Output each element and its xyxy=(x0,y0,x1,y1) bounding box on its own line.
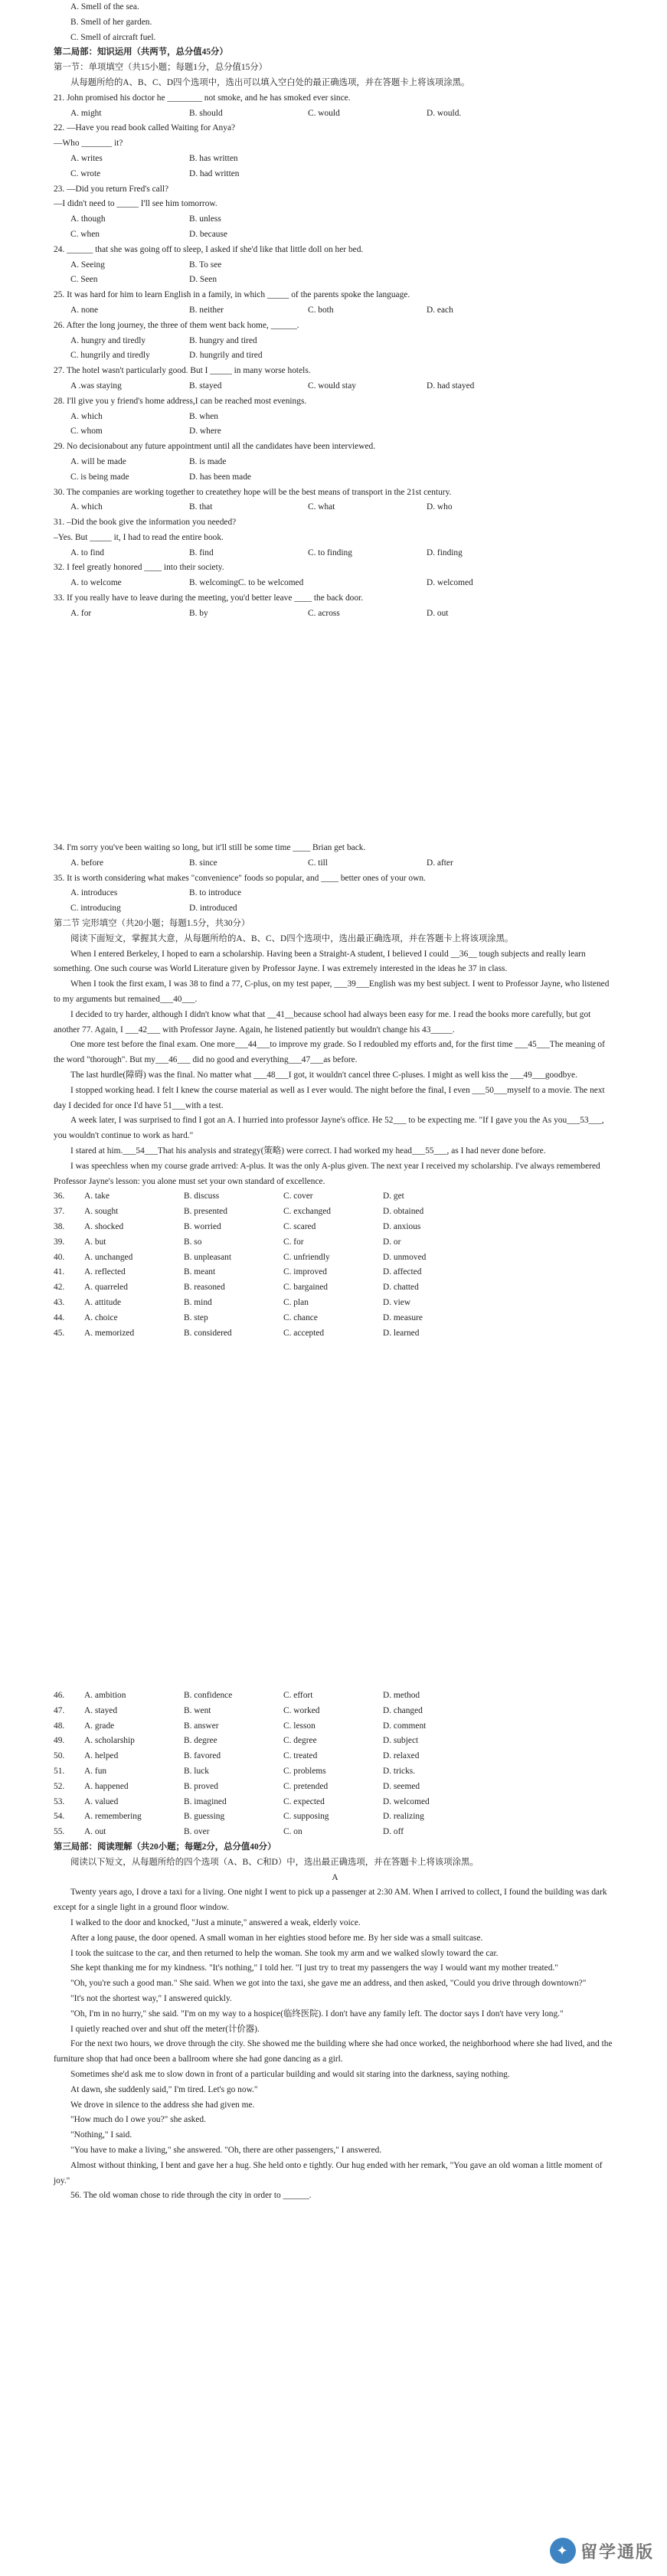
site-watermark xyxy=(544,2533,659,2568)
reading-paragraph: "You have to make a living," she answered. "Oh, there are other passengers," I answered. xyxy=(70,2145,382,2155)
cloze-option-row xyxy=(54,1795,616,1810)
option-text: A. quarreled xyxy=(84,1283,128,1293)
cloze-options-36-45 xyxy=(54,1189,616,1341)
question-26: 26. After the long journey, the three of them went back home, ______. xyxy=(54,320,299,330)
options-21: A. might B. should C. would D. would. xyxy=(70,108,462,118)
option-text: D. welcomed xyxy=(383,1796,430,1806)
option-text: C. accepted xyxy=(283,1328,325,1338)
option-text: D. relaxed xyxy=(383,1751,420,1761)
option-text: C. worked xyxy=(283,1705,320,1715)
option-text: D. affected xyxy=(383,1267,422,1277)
cloze-option-row xyxy=(54,1688,616,1704)
options-22b: C. wrote D. had written xyxy=(70,168,240,178)
cloze-option-row xyxy=(54,1326,616,1342)
option-text: D. get xyxy=(383,1192,404,1201)
options-35a: A. introduces B. to introduce xyxy=(70,888,242,898)
option-text: D. obtained xyxy=(383,1207,424,1217)
question-number: 50. xyxy=(54,1751,65,1761)
cloze-option-row xyxy=(54,1780,616,1795)
options-24a: A. Seeing B. To see xyxy=(70,260,222,270)
watermark-text: 留学通版 xyxy=(580,2542,654,2562)
option-text: B. over xyxy=(184,1827,210,1837)
question-56: 56. The old woman chose to ride through the city in order to ______. xyxy=(70,2191,312,2201)
question-27: 27. The hotel wasn't particularly good. But I _____ in many worse hotels. xyxy=(54,366,311,376)
question-34: 34. I'm sorry you've been waiting so long, but it'll still be some time ____ Brian get back. xyxy=(54,843,366,852)
question-28: 28. I'll give you y friend's home address,I can be reached most evenings. xyxy=(54,396,307,406)
option-text: D. comment xyxy=(383,1721,427,1731)
question-number: 37. xyxy=(54,1207,65,1217)
cloze-option-row xyxy=(54,1719,616,1734)
question-number: 40. xyxy=(54,1252,65,1262)
cloze-paragraph-2: When I took the first exam, I was 38 to find a 77, C-plus, on my test paper, ___39___English was my best subject. I went to Professor Jayne, who listened to my arguments but remained___40___. xyxy=(54,979,610,1004)
option-text: A. reflected xyxy=(84,1267,126,1277)
options-32: A. to welcome B. welcomingC. to be welcomed D. welcomed xyxy=(70,578,473,588)
question-number: 42. xyxy=(54,1283,65,1293)
question-number: 52. xyxy=(54,1781,65,1791)
question-31: 31. –Did the book give the information you needed? xyxy=(54,518,237,528)
option-text: B. worried xyxy=(184,1221,221,1231)
question-31-b: –Yes. But _____ it, I had to read the entire book. xyxy=(54,532,224,542)
reading-paragraph: We drove in silence to the address she had given me. xyxy=(70,2100,255,2110)
option-text: A. unchanged xyxy=(84,1252,133,1262)
option-text: D. subject xyxy=(383,1736,419,1746)
cloze-option-row xyxy=(54,1189,616,1205)
option-text: C. effort xyxy=(283,1691,313,1700)
question-number: 39. xyxy=(54,1237,65,1247)
option-text: C. unfriendly xyxy=(283,1252,330,1262)
question-number: 41. xyxy=(54,1267,65,1277)
option-text: A. happened xyxy=(84,1781,129,1791)
question-23-b: —I didn't need to _____ I'll see him tomorrow. xyxy=(54,199,217,209)
option-text: D. or xyxy=(383,1237,401,1247)
option-text: B. imagined xyxy=(184,1796,227,1806)
question-30: 30. The companies are working together to createthey hope will be the best means of transport in the 21st century. xyxy=(54,487,452,497)
option-text: D. learned xyxy=(383,1328,420,1338)
option-text: B. favored xyxy=(184,1751,221,1761)
cloze-paragraph-9: I was speechless when my course grade arrived: A-plus. It was the only A-plus given. The next year I received my scholarship. I've always remembered Professor Jayne's lesson: you alone must set your own standard of excellence. xyxy=(54,1161,600,1186)
reading-paragraph: "How much do I owe you?" she asked. xyxy=(70,2115,206,2125)
option-text: A. ambition xyxy=(84,1691,126,1700)
option-text: C. exchanged xyxy=(283,1207,331,1217)
options-28a: A. which B. when xyxy=(70,411,218,421)
options-35b: C. introducing D. introduced xyxy=(70,904,237,914)
option-text: D. chatted xyxy=(383,1283,419,1293)
option-text: C. treated xyxy=(283,1751,318,1761)
option-text: A. shocked xyxy=(84,1221,124,1231)
cloze-option-row xyxy=(54,1825,616,1840)
options-34: A. before B. since C. till D. after xyxy=(70,858,453,868)
option-text: B. answer xyxy=(184,1721,219,1731)
options-31: A. to find B. find C. to finding D. finding xyxy=(70,548,463,557)
reading-paragraph: I walked to the door and knocked, "Just a minute," answered a weak, elderly voice. xyxy=(70,1917,361,1927)
option-text: B. confidence xyxy=(184,1691,233,1700)
question-22-b: —Who _______ it? xyxy=(54,139,123,149)
question-number: 48. xyxy=(54,1721,65,1731)
question-number: 45. xyxy=(54,1328,65,1338)
cloze-paragraph-5: The last hurdle(障碍) was the final. No matter what ___48___I got, it wouldn't cancel three C-pluses. I might as well kiss the ___49___goodbye. xyxy=(70,1070,577,1080)
option-text: D. measure xyxy=(383,1313,423,1322)
cloze-paragraph-8: I stared at him.___54___That his analysis and strategy(策略) were correct. I had worked my head___55___, as I had never done before. xyxy=(70,1146,546,1156)
option-line: B. Smell of her garden. xyxy=(70,17,152,27)
option-text: C. expected xyxy=(283,1796,325,1806)
option-text: C. cover xyxy=(283,1192,313,1201)
reading-paragraph: I quietly reached over and shut off the meter(计价器). xyxy=(70,2024,260,2034)
option-text: A. valued xyxy=(84,1796,119,1806)
reading-paragraph: For the next two hours, we drove through the city. She showed me the building where she had once worked, the neighborhood where she had lived, and the furniture shop that had once been a ballroom where she had gone dancing as a girl. xyxy=(54,2039,613,2064)
option-text: B. meant xyxy=(184,1267,216,1277)
cloze-paragraph-7: A week later, I was surprised to find I got an A. I hurried into professor Jayne's office. He 52___ to be expecting me. "If I gave you the As you___53___, you wouldn't continue to work as hard." xyxy=(54,1116,604,1141)
reading-paragraph: "It's not the shortest way," I answered quickly. xyxy=(70,1993,232,2003)
option-text: B. luck xyxy=(184,1766,209,1776)
option-line: A. Smell of the sea. xyxy=(70,2,139,11)
cloze-option-row xyxy=(54,1704,616,1719)
option-text: A. out xyxy=(84,1827,106,1837)
passage-letter: A xyxy=(332,1872,338,1882)
option-text: C. lesson xyxy=(283,1721,316,1731)
option-text: C. problems xyxy=(283,1766,326,1776)
option-text: A. scholarship xyxy=(84,1736,135,1746)
sec1-instructions: 从每题所给的A、B、C、D四个选项中，选出可以填入空白处的最正确选项，并在答题卡上将该项涂黑。 xyxy=(70,77,470,87)
options-27: A .was staying B. stayed C. would stay D. had stayed xyxy=(70,381,475,391)
option-text: D. unmoved xyxy=(383,1252,427,1262)
reading-paragraph: At dawn, she suddenly said," I'm tired. Let's go now." xyxy=(70,2084,258,2094)
options-30: A. which B. that C. what D. who xyxy=(70,502,453,512)
cloze-option-row xyxy=(54,1749,616,1764)
reading-paragraph: After a long pause, the door opened. A small woman in her eighties stood before me. By her side was a small suitcase. xyxy=(70,1933,483,1943)
options-23a: A. though B. unless xyxy=(70,214,221,224)
option-text: A. stayed xyxy=(84,1705,118,1715)
option-text: B. degree xyxy=(184,1736,217,1746)
question-number: 54. xyxy=(54,1812,65,1822)
watermark-logo-icon: ✦ xyxy=(550,2538,576,2564)
option-text: B. step xyxy=(184,1313,208,1322)
question-number: 55. xyxy=(54,1827,65,1837)
options-23b: C. when D. because xyxy=(70,229,227,239)
cloze-option-row xyxy=(54,1250,616,1266)
reading-paragraph: "Oh, I'm in no hurry," she said. "I'm on my way to a hospice(临终医院). I don't have any family left. The doctor says I don't have very long." xyxy=(70,2009,564,2019)
options-26a: A. hungry and tiredly B. hungry and tired xyxy=(70,335,257,345)
reading-paragraph: Almost without thinking, I bent and gave her a hug. She held onto e tightly. Our hug ended with her remark, "You gave an old woman a little moment of joy." xyxy=(54,2160,603,2185)
option-text: B. reasoned xyxy=(184,1283,225,1293)
option-text: C. for xyxy=(283,1237,304,1247)
question-number: 51. xyxy=(54,1766,65,1776)
option-text: C. supposing xyxy=(283,1812,329,1822)
question-21: 21. John promised his doctor he ________ not smoke, and he has smoked ever since. xyxy=(54,93,351,103)
options-33: A. for B. by C. across D. out xyxy=(70,608,449,618)
part2-heading: 第二局部：知识运用（共两节，总分值45分） xyxy=(54,47,228,57)
option-text: D. tricks. xyxy=(383,1766,416,1776)
option-text: B. unpleasant xyxy=(184,1252,232,1262)
option-text: B. considered xyxy=(184,1328,232,1338)
options-26b: C. hungrily and tiredly D. hungrily and tired xyxy=(70,351,263,361)
option-text: C. scared xyxy=(283,1221,316,1231)
option-text: A. attitude xyxy=(84,1297,122,1307)
question-number: 36. xyxy=(54,1192,65,1201)
options-24b: C. Seen D. Seen xyxy=(70,275,217,285)
options-25: A. none B. neither C. both D. each xyxy=(70,305,453,315)
cloze-paragraph-6: I stopped working head. I felt I knew the course material as well as I ever would. The night before the final, I even ___50___myself to a movie. The next day I decided for once I'd have 51___with a test. xyxy=(54,1085,605,1110)
option-text: C. on xyxy=(283,1827,302,1837)
options-29b: C. is being made D. has been made xyxy=(70,472,251,482)
option-text: A. helped xyxy=(84,1751,119,1761)
question-35: 35. It is worth considering what makes "convenience" foods so popular, and ____ better ones of your own. xyxy=(54,873,426,883)
reading-paragraph: Sometimes she'd ask me to slow down in front of a particular building and would sit staring into the darkness, saying nothing. xyxy=(70,2069,510,2079)
question-number: 43. xyxy=(54,1297,65,1307)
cloze-option-row xyxy=(54,1265,616,1280)
cloze-option-row xyxy=(54,1809,616,1825)
reading-paragraph: "Nothing," I said. xyxy=(70,2130,132,2140)
page-1 xyxy=(54,0,616,622)
page-2 xyxy=(54,841,616,1341)
cloze-option-row xyxy=(54,1296,616,1311)
option-text: A. choice xyxy=(84,1313,118,1322)
option-text: A. take xyxy=(84,1192,110,1201)
option-text: B. proved xyxy=(184,1781,218,1791)
cloze-paragraph-4: One more test before the final exam. One more___44___to improve my grade. So I redoubled my efforts and, for the first time ___45___The meaning of the word "thorough". But my___46___ did no good and everything___47___as before. xyxy=(54,1040,605,1065)
reading-paragraph: "Oh, you're such a good man." She said. When we got into the taxi, she gave me an address, and then asked, "Could you drive through downtown?" xyxy=(70,1979,587,1989)
sec2-instructions: 阅读下面短文，掌握其大意，从每题所给的A、B、C、D四个选项中，选出最正确选项，并在答题卡上将该项涂黑。 xyxy=(70,933,514,943)
option-text: C. improved xyxy=(283,1267,327,1277)
option-text: D. off xyxy=(383,1827,404,1837)
option-text: D. changed xyxy=(383,1705,423,1715)
options-29a: A. will be made B. is made xyxy=(70,456,227,466)
sec3-instructions: 阅读以下短文，从每题所给的四个选项（A、B、C和D）中，选出最正确选项，并在答题卡上将该项涂黑。 xyxy=(70,1857,479,1867)
option-text: C. chance xyxy=(283,1313,318,1322)
option-text: D. anxious xyxy=(383,1221,421,1231)
option-text: C. bargained xyxy=(283,1283,328,1293)
option-text: D. realizing xyxy=(383,1812,424,1822)
option-text: A. sought xyxy=(84,1207,119,1217)
options-28b: C. whom D. where xyxy=(70,427,221,436)
option-text: D. method xyxy=(383,1691,420,1700)
cloze-option-row xyxy=(54,1220,616,1235)
question-number: 38. xyxy=(54,1221,65,1231)
page-3 xyxy=(54,1688,616,2204)
option-text: D. view xyxy=(383,1297,411,1307)
reading-paragraph: She kept thanking me for my kindness. "It's nothing," I told her. "I just try to treat my passengers the way I would want my mother treated." xyxy=(70,1963,558,1973)
cloze-options-46-55 xyxy=(54,1688,616,1840)
option-text: B. so xyxy=(184,1237,202,1247)
question-number: 49. xyxy=(54,1736,65,1746)
cloze-option-row xyxy=(54,1280,616,1296)
sec3-heading: 第三局部：阅读理解（共20小题；每题2分，总分值40分） xyxy=(54,1842,276,1852)
option-text: B. guessing xyxy=(184,1812,225,1822)
cloze-option-row xyxy=(54,1205,616,1220)
question-32: 32. I feel greatly honored ____ into their society. xyxy=(54,563,224,573)
option-text: C. plan xyxy=(283,1297,309,1307)
cloze-option-row xyxy=(54,1235,616,1250)
cloze-option-row xyxy=(54,1764,616,1780)
option-text: C. degree xyxy=(283,1736,317,1746)
option-text: B. presented xyxy=(184,1207,227,1217)
options-22a: A. writes B. has written xyxy=(70,153,238,163)
option-line: C. Smell of aircraft fuel. xyxy=(70,32,156,42)
question-33: 33. If you really have to leave during the meeting, you'd better leave ____ the back door. xyxy=(54,593,364,603)
question-25: 25. It was hard for him to learn English in a family, in which _____ of the parents spoke the language. xyxy=(54,290,410,300)
cloze-paragraph-1: When I entered Berkeley, I hoped to earn a scholarship. Having been a Straight-A student, I believed I could __36__ tough subjects and really learn something. One such course was World Literature given by Professor Jayne. I was extremely interested in the ideas he 37 in class. xyxy=(54,949,586,974)
option-text: D. seemed xyxy=(383,1781,420,1791)
question-number: 47. xyxy=(54,1705,65,1715)
option-text: B. mind xyxy=(184,1297,212,1307)
option-text: A. but xyxy=(84,1237,106,1247)
cloze-paragraph-3: I decided to try harder, although I didn't know what that __41__because school had always been easy for me. I read the books more carefully, but got another 77. Again, I ___42___ with Professor Jayne. Again, he listened patiently but wouldn't change his 43_____. xyxy=(54,1009,591,1035)
option-text: A. fun xyxy=(84,1766,107,1776)
option-text: C. pretended xyxy=(283,1781,329,1791)
option-text: B. discuss xyxy=(184,1192,220,1201)
question-number: 46. xyxy=(54,1691,65,1700)
question-22: 22. —Have you read book called Waiting for Anya? xyxy=(54,123,236,133)
question-number: 44. xyxy=(54,1313,65,1322)
sec2-heading: 第二节 完形填空（共20小题；每题1.5分，共30分） xyxy=(54,918,250,928)
question-23: 23. —Did you return Fred's call? xyxy=(54,184,169,194)
question-number: 53. xyxy=(54,1796,65,1806)
cloze-option-row xyxy=(54,1734,616,1749)
question-24: 24. ______ that she was going off to sleep, I asked if she'd like that little doll on her bed. xyxy=(54,244,364,254)
sec1-heading: 第一节：单项填空（共15小题；每题1分，总分值15分） xyxy=(54,63,268,73)
option-text: A. remembering xyxy=(84,1812,142,1822)
option-text: B. went xyxy=(184,1705,211,1715)
question-29: 29. No decisionabout any future appointment until all the candidates have been interviewed. xyxy=(54,442,376,452)
cloze-option-row xyxy=(54,1311,616,1326)
reading-paragraph: I took the suitcase to the car, and then returned to help the woman. She took my arm and we walked slowly toward the car. xyxy=(70,1948,499,1958)
option-text: A. grade xyxy=(84,1721,115,1731)
option-text: A. memorized xyxy=(84,1328,135,1338)
reading-paragraph: Twenty years ago, I drove a taxi for a living. One night I went to pick up a passenger at 2:30 AM. When I arrived to collect, I found the building was dark except for a single light in a ground floor window. xyxy=(54,1888,607,1913)
